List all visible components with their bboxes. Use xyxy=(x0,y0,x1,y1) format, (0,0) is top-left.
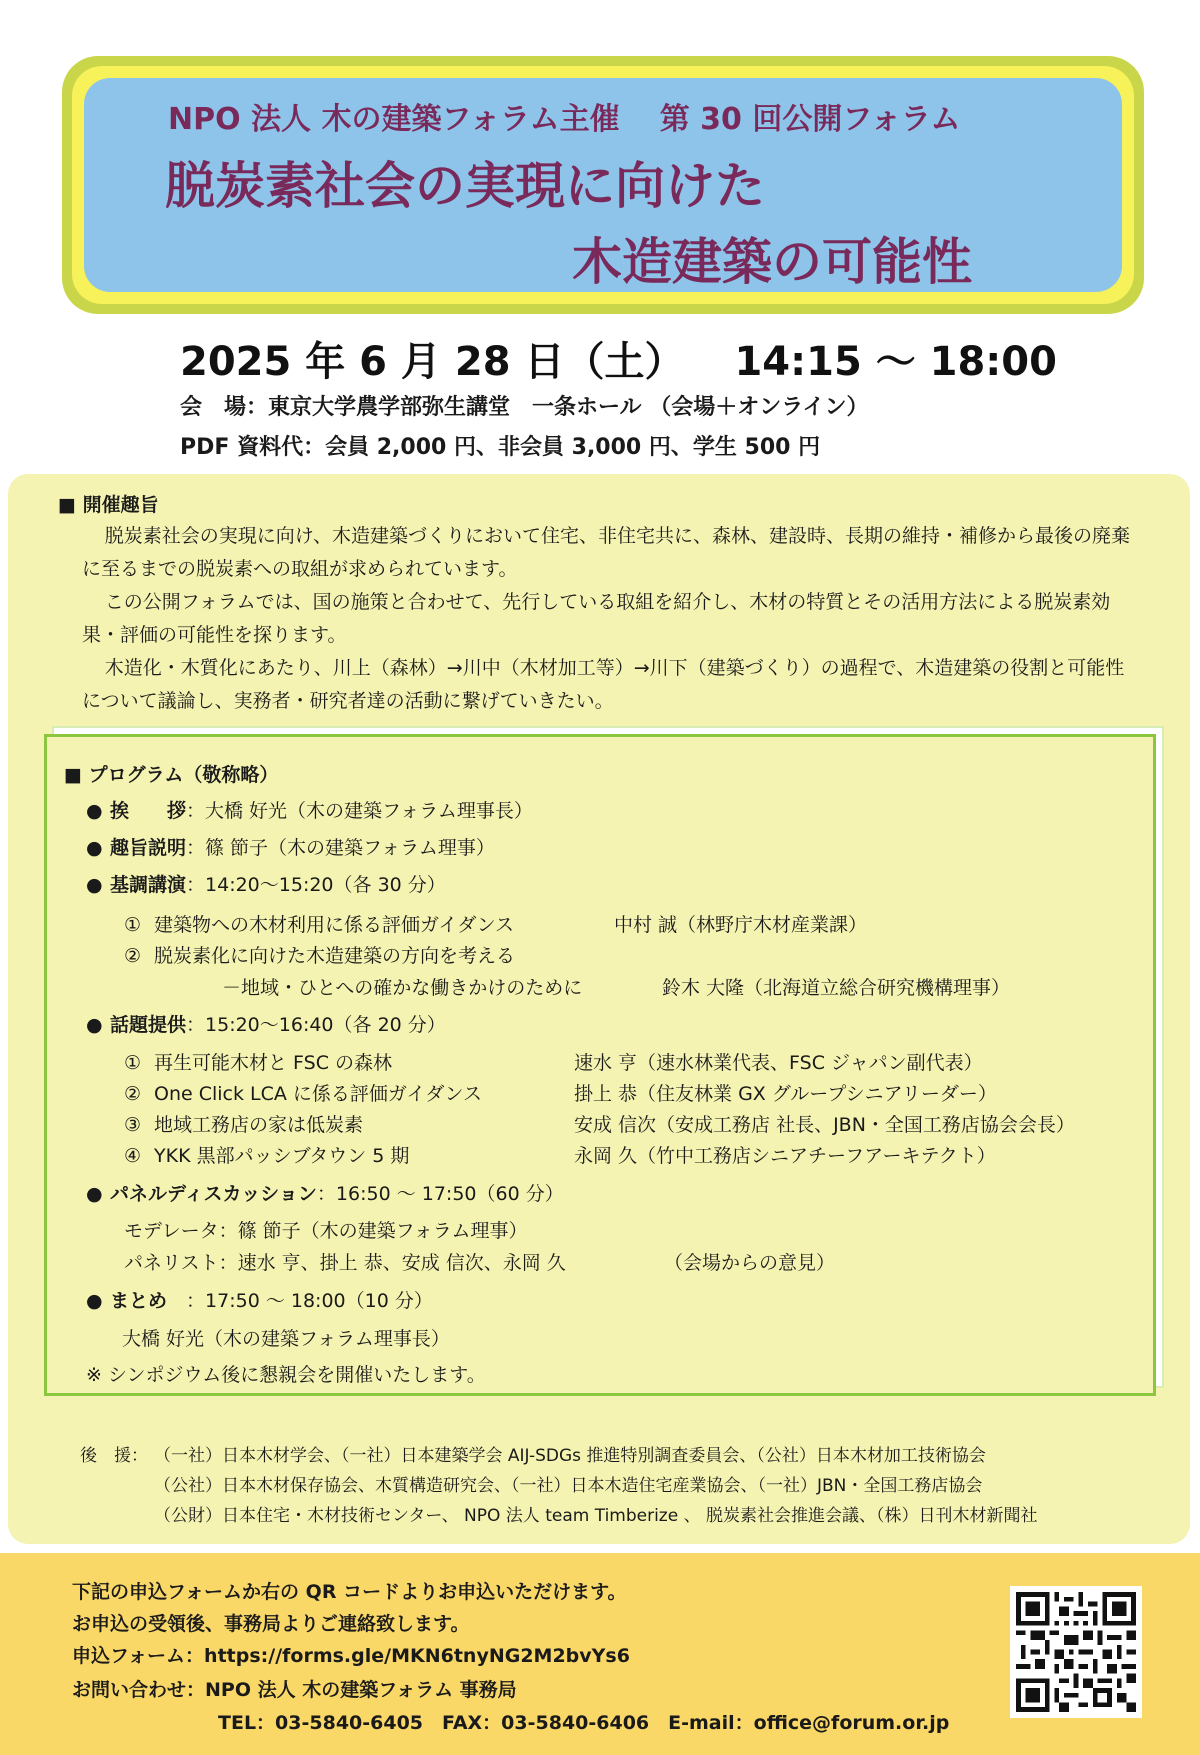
intro-label: 趣旨説明 xyxy=(110,837,187,859)
topic-title: 再生可能木材と FSC の森林 xyxy=(154,1052,393,1074)
keynote-text: ：14:20～15:20（各 30 分） xyxy=(186,874,446,896)
keynote-label: 基調講演 xyxy=(110,874,187,896)
purpose-heading: ■ 開催趣旨 xyxy=(58,494,159,516)
panel-moderator: モデレータ：篠 節子（木の建築フォラム理事） xyxy=(124,1220,528,1242)
topic-speaker: 掛上 恭（住友林業 GX グループシニアリーダー） xyxy=(574,1083,997,1105)
footer-contact: お問い合わせ：NPO 法人 木の建築フォラム 事務局 xyxy=(72,1679,517,1701)
topic-number: ④ xyxy=(124,1145,142,1167)
bullet-icon: ● xyxy=(86,837,103,859)
keynote-item xyxy=(124,941,515,968)
footer-apply-instructions: 下記の申込フォームか右の QR コードよりお申込いただけます。 xyxy=(72,1581,627,1603)
topic-number: ① xyxy=(124,1052,142,1074)
summary-text: ：17:50 ～ 18:00（10 分） xyxy=(186,1290,433,1312)
header-subtitle xyxy=(168,94,961,138)
panel-label: パネルディスカッション xyxy=(110,1183,317,1205)
footer-phone-email[interactable]: TEL：03-5840-6405 FAX：03-5840-6406 E-mail：office@forum.or.jp xyxy=(218,1712,950,1734)
topic-text: ：15:20～16:40（各 20 分） xyxy=(186,1014,446,1036)
qr-code-icon[interactable] xyxy=(1010,1586,1142,1718)
summary-label: まとめ xyxy=(110,1290,168,1312)
topic-title: YKK 黒部パッシブタウン 5 期 xyxy=(154,1145,410,1167)
bullet-icon: ● xyxy=(86,1290,103,1312)
keynote-subtitle: －地域・ひとへの確かな働きかけのために xyxy=(222,977,583,999)
event-venue: 会 場：東京大学農学部弥生講堂 一条ホール （会場＋オンライン） xyxy=(180,395,869,420)
program-panel xyxy=(86,1179,564,1206)
purpose-paragraph: この公開フォラムでは、国の施策と合わせて、先行している取組を紹介し、木材の特質とその活用方法による脱炭素効果・評価の可能性を探ります。 xyxy=(82,591,1111,646)
program-greeting xyxy=(86,796,533,823)
bullet-icon: ● xyxy=(86,1183,103,1205)
topic-item xyxy=(124,1110,363,1137)
support-line: （公社）日本木材保存協会、木質構造研究会、（一社）日本木造住宅産業協会、（一社）JBN・全国工務店協会 xyxy=(154,1476,983,1496)
event-date: 2025 年 6 月 28 日（土） xyxy=(180,339,685,385)
greeting-text: ：大橋 好光（木の建築フォラム理事長） xyxy=(186,800,533,822)
summary-speaker: 大橋 好光（木の建築フォラム理事長） xyxy=(122,1328,450,1350)
topic-item xyxy=(124,1079,482,1106)
keynote-speaker: 中村 誠（林野庁木材産業課） xyxy=(614,914,868,936)
purpose-text xyxy=(82,520,1132,718)
purpose-paragraph: 木造化・木質化にあたり、川上（森林）→川中（木材加工等）→川下（建築づくり）の過程で、木造建築の役割と可能性について議論し、実務者・研究者達の活動に繋げていきたい。 xyxy=(82,657,1125,712)
topic-speaker: 速水 亨（速水林業代表、FSC ジャパン副代表） xyxy=(574,1052,983,1074)
topic-speaker: 永岡 久（竹中工務店シニアチーフアーキテクト） xyxy=(574,1145,996,1167)
topic-title: One Click LCA に係る評価ガイダンス xyxy=(154,1083,482,1105)
event-time: 14:15 ～ 18:00 xyxy=(734,339,1057,385)
topic-label: 話題提供 xyxy=(110,1014,187,1036)
keynote-number: ② xyxy=(124,945,142,967)
panel-text: ：16:50 ～ 17:50（60 分） xyxy=(316,1183,564,1205)
keynote-title: 脱炭素化に向けた木造建築の方向を考える xyxy=(154,945,516,967)
footer-confirmation: お申込の受領後、事務局よりご連絡致します。 xyxy=(72,1613,470,1635)
footer-form-link[interactable]: 申込フォーム：https://forms.gle/MKN6tnyNG2M2bvYs6 xyxy=(72,1645,630,1667)
support-label: 後 援： xyxy=(80,1446,148,1466)
bullet-icon: ● xyxy=(86,800,103,822)
bullet-icon: ● xyxy=(86,874,103,896)
bullet-icon: ● xyxy=(86,1014,103,1036)
keynote-item xyxy=(124,910,514,937)
panel-note: （会場からの意見） xyxy=(664,1252,836,1274)
title-line-1: 脱炭素社会の実現に向けた xyxy=(165,157,765,215)
forum-number: 第 30 回公開フォラム xyxy=(659,102,961,137)
title-line-2: 木造建築の可能性 xyxy=(572,233,972,291)
support-line: （公財）日本住宅・木材技術センター、 NPO 法人 team Timberize 、 脱炭素社会推進会議、（株）日刊木材新聞社 xyxy=(154,1506,1038,1526)
topic-item xyxy=(124,1048,392,1075)
program-keynote xyxy=(86,870,446,897)
topic-number: ③ xyxy=(124,1114,142,1136)
topic-title: 地域工務店の家は低炭素 xyxy=(154,1114,364,1136)
organizer: NPO 法人 木の建築フォラム主催 xyxy=(168,102,620,137)
greeting-label: 挨 拶 xyxy=(110,800,187,822)
program-heading: ■ プログラム（敬称略） xyxy=(64,764,279,786)
program-intro xyxy=(86,833,495,860)
event-fee: PDF 資料代：会員 2,000 円、非会員 3,000 円、学生 500 円 xyxy=(180,435,821,460)
program-summary xyxy=(86,1286,433,1313)
topic-item xyxy=(124,1141,409,1168)
purpose-paragraph: 脱炭素社会の実現に向け、木造建築づくりにおいて住宅、非住宅共に、森林、建設時、長期の維持・補修から最後の廃棄に至るまでの脱炭素への取組が求められています。 xyxy=(82,525,1131,580)
support-line: （一社）日本木材学会、（一社）日本建築学会 AIJ-SDGs 推進特別調査委員会、（公社）日本木材加工技術協会 xyxy=(154,1446,986,1466)
keynote-speaker: 鈴木 大隆（北海道立総合研究機構理事） xyxy=(662,977,1011,999)
keynote-number: ① xyxy=(124,914,142,936)
topic-number: ② xyxy=(124,1083,142,1105)
event-datetime xyxy=(180,330,1057,387)
program-topics xyxy=(86,1010,446,1037)
intro-text: ：篠 節子（木の建築フォラム理事） xyxy=(186,837,495,859)
panel-panelists: パネリスト：速水 亨、掛上 恭、安成 信次、永岡 久 xyxy=(124,1252,566,1274)
topic-speaker: 安成 信次（安成工務店 社長、JBN・全国工務店協会会長） xyxy=(574,1114,1075,1136)
keynote-title: 建築物への木材利用に係る評価ガイダンス xyxy=(154,914,515,936)
program-note: ※ シンポジウム後に懇親会を開催いたします。 xyxy=(86,1364,486,1386)
